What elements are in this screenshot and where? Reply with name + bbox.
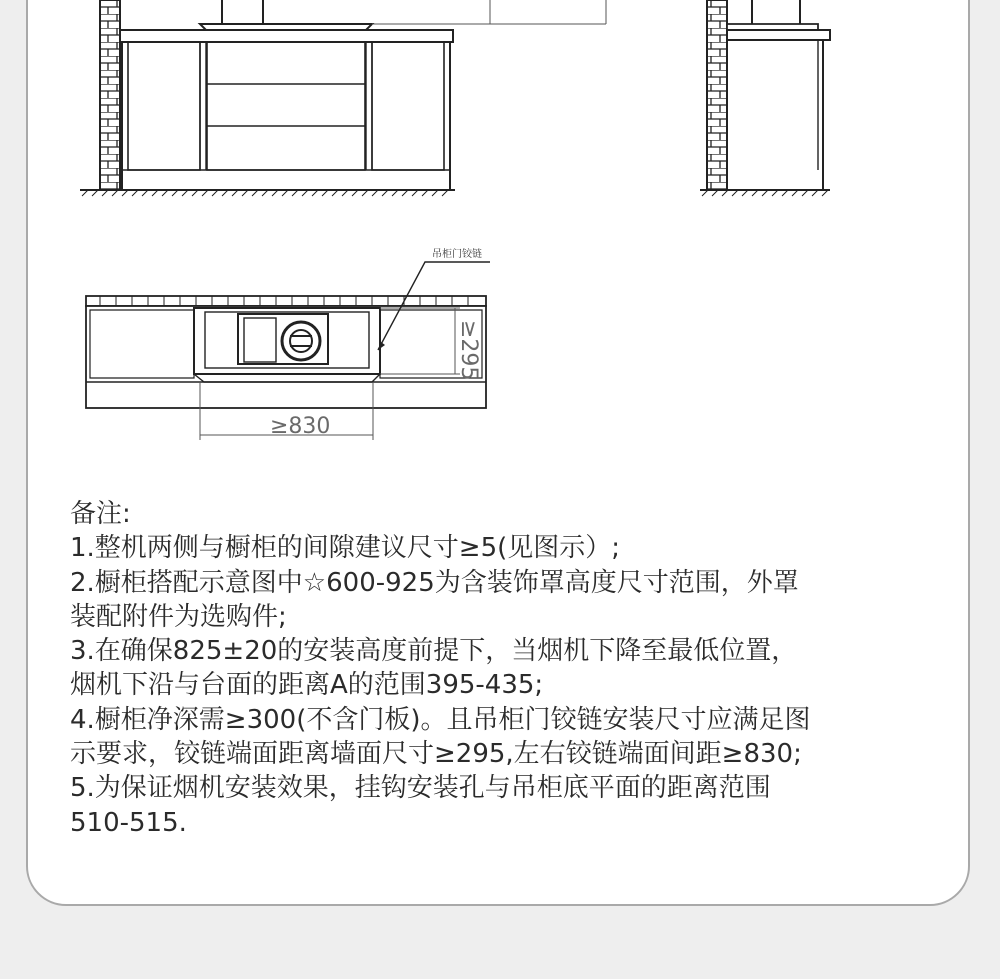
notes-block xyxy=(70,497,950,840)
side-view-cabinet xyxy=(700,0,830,196)
note-line: 装配附件为选购件; xyxy=(70,601,287,632)
note-line: 1.整机两侧与橱柜的间隙建议尺寸≥5(见图示）; xyxy=(70,533,621,564)
note-line: 2.橱柜搭配示意图中☆600-925为含装饰罩高度尺寸范围，外罩 xyxy=(70,567,799,598)
installation-diagram xyxy=(0,0,1000,460)
hinge-depth-dimension: ≥295 xyxy=(456,320,481,381)
note-line: 示要求，铰链端面距离墙面尺寸≥295,左右铰链端面间距≥830; xyxy=(70,739,802,770)
front-view-cabinet xyxy=(80,0,606,196)
note-line: 5.为保证烟机安装效果，挂钩安装孔与吊柜底平面的距离范围 xyxy=(70,773,771,804)
note-line: 烟机下沿与台面的距离A的范围395-435; xyxy=(70,670,544,701)
hinge-callout-label: 吊柜门铰链 xyxy=(432,249,482,260)
hinge-width-dimension: ≥830 xyxy=(270,414,331,439)
note-line: 4.橱柜净深需≥300(不含门板)。且吊柜门铰链安装尺寸应满足图 xyxy=(70,704,811,735)
note-line: 3.在确保825±20的安装高度前提下，当烟机下降至最低位置， xyxy=(70,636,798,667)
notes-title: 备注: xyxy=(70,499,131,529)
note-line: 510-515. xyxy=(70,807,187,838)
